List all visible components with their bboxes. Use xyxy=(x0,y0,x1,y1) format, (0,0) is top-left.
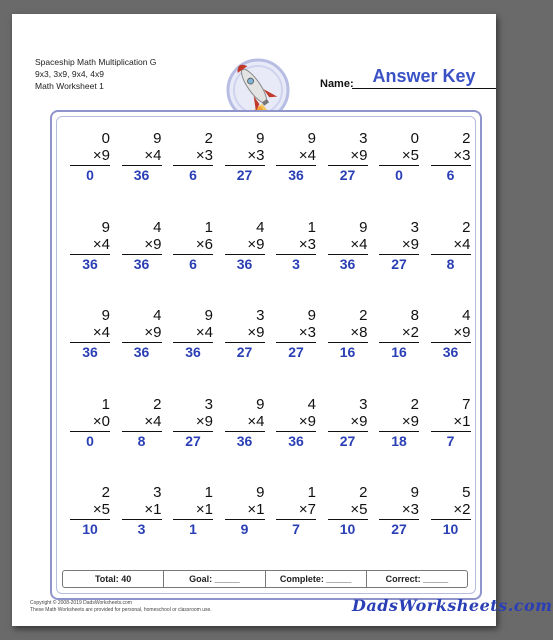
problem-top-number: 3 xyxy=(359,395,368,413)
problem xyxy=(328,484,368,538)
problem-top-number: 1 xyxy=(101,395,110,413)
problem-row xyxy=(58,130,471,219)
problem-answer: 7 xyxy=(446,432,455,449)
problem xyxy=(379,307,419,361)
problem xyxy=(225,484,265,538)
problem xyxy=(173,307,213,361)
problem xyxy=(173,484,213,538)
problem-answer: 27 xyxy=(185,432,201,449)
problem-answer: 36 xyxy=(133,167,150,183)
problem-multiplier: ×9 xyxy=(328,413,368,432)
problem-top-number: 3 xyxy=(153,484,162,501)
problem xyxy=(225,307,265,361)
problem-row xyxy=(58,218,471,308)
problem xyxy=(431,307,471,361)
worksheet-facts: 9x3, 3x9, 9x4, 4x9 xyxy=(35,69,104,79)
problem-answer: 9 xyxy=(240,521,249,537)
problem-top-number: 2 xyxy=(101,484,110,501)
problem xyxy=(122,219,162,273)
problem-multiplier: ×4 xyxy=(328,236,368,255)
problem-top-number: 2 xyxy=(153,395,162,413)
problem-multiplier: ×3 xyxy=(225,147,265,166)
problem-multiplier: ×7 xyxy=(276,501,316,520)
problem-row xyxy=(58,395,471,485)
problem-top-number: 7 xyxy=(462,395,471,413)
problem-frame xyxy=(50,110,482,600)
problem-multiplier: ×3 xyxy=(276,236,316,255)
problem-answer: 36 xyxy=(185,344,201,360)
problem-multiplier: ×4 xyxy=(225,413,265,432)
problem-top-number: 1 xyxy=(307,484,316,501)
problem xyxy=(70,219,110,273)
problem-answer: 27 xyxy=(339,167,356,183)
problem-multiplier: ×9 xyxy=(122,236,162,255)
problem xyxy=(173,219,213,273)
problem-answer: 27 xyxy=(391,255,407,272)
problem xyxy=(379,219,419,273)
problem-top-number: 0 xyxy=(410,130,419,147)
problem xyxy=(122,484,162,538)
problem-multiplier: ×4 xyxy=(122,413,162,432)
problem-answer: 27 xyxy=(236,167,253,183)
problem-top-number: 4 xyxy=(256,218,265,236)
problem-multiplier: ×1 xyxy=(122,501,162,520)
problem-top-number: 9 xyxy=(101,307,110,324)
problem-multiplier: ×9 xyxy=(379,413,419,432)
problem-top-number: 9 xyxy=(256,130,265,147)
problem xyxy=(379,396,419,450)
problem-multiplier: ×9 xyxy=(379,236,419,255)
problem-answer: 36 xyxy=(236,432,253,449)
problem-answer: 0 xyxy=(395,167,403,183)
problem xyxy=(70,307,110,361)
problem-answer: 0 xyxy=(86,432,94,449)
problem-multiplier: ×4 xyxy=(276,147,316,166)
problem xyxy=(276,219,316,273)
problem xyxy=(328,396,368,450)
problem-answer: 6 xyxy=(446,167,455,183)
problem-multiplier: ×4 xyxy=(431,236,471,255)
problem xyxy=(225,219,265,273)
goal-field: Goal: _____ xyxy=(164,571,265,587)
problem xyxy=(70,396,110,450)
problem-top-number: 9 xyxy=(410,484,419,501)
problem-answer: 36 xyxy=(339,255,356,272)
site-logo: DadsWorksheets.com xyxy=(352,596,553,615)
problem-answer: 36 xyxy=(236,255,253,272)
problem-top-number: 2 xyxy=(410,395,419,413)
problem-top-number: 1 xyxy=(307,218,316,236)
problem-answer: 1 xyxy=(189,521,197,537)
problem-answer: 36 xyxy=(82,255,98,272)
correct-field: Correct: _____ xyxy=(385,574,449,584)
problem-top-number: 9 xyxy=(307,307,316,324)
problem-multiplier: ×4 xyxy=(122,147,162,166)
problem-top-number: 5 xyxy=(462,484,471,501)
problem-answer: 36 xyxy=(82,344,98,360)
copyright-line-1: Copyright © 2008-2019 DadsWorksheets.com xyxy=(30,600,132,606)
problem-answer: 16 xyxy=(391,344,407,360)
problem-top-number: 9 xyxy=(204,307,213,324)
problem xyxy=(379,130,419,184)
problem-answer: 0 xyxy=(86,167,94,183)
problem-top-number: 4 xyxy=(153,218,162,236)
problem-answer: 10 xyxy=(82,521,98,537)
problem-answer: 7 xyxy=(292,521,300,537)
problem-multiplier: ×1 xyxy=(431,413,471,432)
problem-top-number: 1 xyxy=(204,484,213,501)
copyright-line-2: These Math Worksheets are provided for personal, homeschool or classroom use. xyxy=(30,607,212,613)
worksheet-subtitle: Math Worksheet 1 xyxy=(35,81,104,91)
problem-answer: 36 xyxy=(133,255,150,272)
problem xyxy=(122,396,162,450)
problem-multiplier: ×3 xyxy=(173,147,213,166)
problem-answer: 10 xyxy=(339,521,356,537)
problem-multiplier: ×4 xyxy=(173,324,213,343)
problem-top-number: 9 xyxy=(359,218,368,236)
problem xyxy=(276,484,316,538)
problem-multiplier: ×9 xyxy=(225,236,265,255)
problem-multiplier: ×0 xyxy=(70,413,110,432)
problem-multiplier: ×5 xyxy=(328,501,368,520)
answer-key-label: Answer Key xyxy=(372,66,476,86)
problem-top-number: 9 xyxy=(307,130,316,147)
problem xyxy=(276,307,316,361)
problem xyxy=(328,219,368,273)
worksheet-title: Spaceship Math Multiplication G xyxy=(35,57,157,67)
problem-answer: 18 xyxy=(391,432,407,449)
complete-field: Complete: _____ xyxy=(266,571,367,587)
problem-answer: 6 xyxy=(189,255,197,272)
problem-answer: 36 xyxy=(288,432,304,449)
problem-multiplier: ×1 xyxy=(173,501,213,520)
problem-top-number: 2 xyxy=(462,218,471,236)
problem-multiplier: ×2 xyxy=(431,501,471,520)
problem-answer: 36 xyxy=(133,344,150,360)
problem xyxy=(70,130,110,184)
problem-grid xyxy=(58,130,471,573)
worksheet-page xyxy=(12,14,553,626)
problem xyxy=(431,396,471,450)
problem xyxy=(431,484,471,538)
problem-row xyxy=(58,307,471,396)
problem-top-number: 8 xyxy=(410,307,419,324)
problem-answer: 27 xyxy=(339,432,356,449)
problem-top-number: 3 xyxy=(410,218,419,236)
problem-multiplier: ×1 xyxy=(225,501,265,520)
total-field: Total: 40 xyxy=(63,571,164,587)
problem-multiplier: ×3 xyxy=(431,147,471,166)
problem-multiplier: ×9 xyxy=(276,413,316,432)
problem-answer: 8 xyxy=(446,255,455,272)
problem-top-number: 9 xyxy=(101,218,110,236)
problem-top-number: 0 xyxy=(101,130,110,147)
name-label: Name: xyxy=(320,78,354,90)
problem xyxy=(431,130,471,184)
problem-answer: 3 xyxy=(137,521,146,537)
problem xyxy=(173,396,213,450)
problem-top-number: 1 xyxy=(204,218,213,236)
problem-top-number: 3 xyxy=(204,395,213,413)
problem-multiplier: ×9 xyxy=(225,324,265,343)
problem xyxy=(276,130,316,184)
problem-answer: 27 xyxy=(236,344,253,360)
problem-top-number: 9 xyxy=(153,130,162,147)
problem xyxy=(328,307,368,361)
problem xyxy=(379,484,419,538)
worksheet-header xyxy=(35,56,255,92)
problem-multiplier: ×5 xyxy=(70,501,110,520)
problem-multiplier: ×4 xyxy=(70,324,110,343)
problem-answer: 36 xyxy=(288,167,304,183)
problem-multiplier: ×3 xyxy=(379,501,419,520)
problem-multiplier: ×5 xyxy=(379,147,419,166)
problem-answer: 36 xyxy=(442,344,459,360)
problem-top-number: 3 xyxy=(256,307,265,324)
problem-top-number: 9 xyxy=(256,484,265,501)
problem-multiplier: ×9 xyxy=(122,324,162,343)
problem xyxy=(173,130,213,184)
problem-answer: 10 xyxy=(442,521,459,537)
problem-multiplier: ×9 xyxy=(328,147,368,166)
problem xyxy=(225,396,265,450)
problem-answer: 16 xyxy=(339,344,356,360)
score-footer xyxy=(62,570,468,588)
problem-answer: 3 xyxy=(292,255,300,272)
problem-multiplier: ×8 xyxy=(328,324,368,343)
problem-multiplier: ×9 xyxy=(173,413,213,432)
problem-multiplier: ×9 xyxy=(431,324,471,343)
problem-top-number: 2 xyxy=(359,307,368,324)
problem-multiplier: ×4 xyxy=(70,236,110,255)
problem-multiplier: ×9 xyxy=(70,147,110,166)
problem-multiplier: ×6 xyxy=(173,236,213,255)
problem xyxy=(70,484,110,538)
problem xyxy=(122,130,162,184)
name-line xyxy=(352,88,496,89)
problem-top-number: 9 xyxy=(256,395,265,413)
problem-multiplier: ×2 xyxy=(379,324,419,343)
copyright-notice xyxy=(30,600,212,614)
problem-top-number: 2 xyxy=(359,484,368,501)
problem-row xyxy=(58,484,471,573)
problem-answer: 6 xyxy=(189,167,197,183)
problem-answer: 8 xyxy=(137,432,146,449)
problem-top-number: 4 xyxy=(153,307,162,324)
problem-multiplier: ×3 xyxy=(276,324,316,343)
problem xyxy=(225,130,265,184)
problem-top-number: 4 xyxy=(462,307,471,324)
problem xyxy=(328,130,368,184)
problem xyxy=(431,219,471,273)
problem-top-number: 2 xyxy=(204,130,213,147)
problem-answer: 27 xyxy=(391,521,407,537)
problem-answer: 27 xyxy=(288,344,304,360)
problem xyxy=(122,307,162,361)
problem xyxy=(276,396,316,450)
problem-top-number: 2 xyxy=(462,130,471,147)
problem-top-number: 3 xyxy=(359,130,368,147)
problem-top-number: 4 xyxy=(307,395,316,413)
